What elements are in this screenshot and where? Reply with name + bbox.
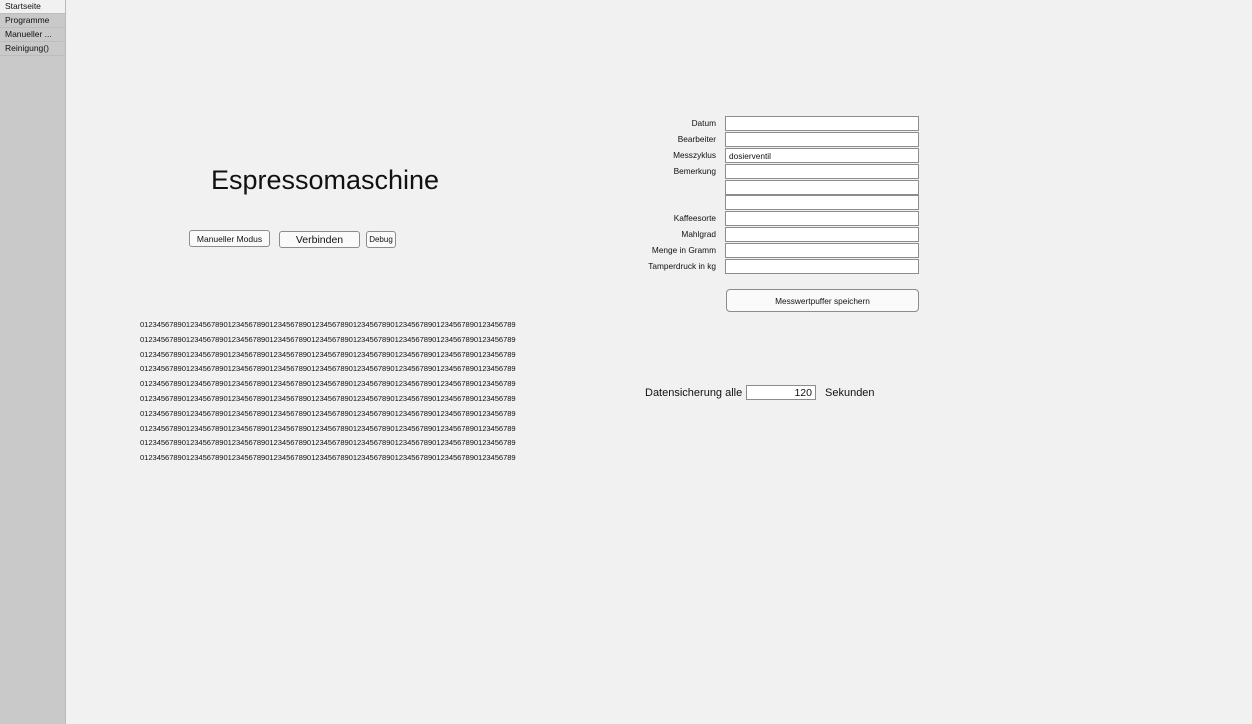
bemerkung-field-2[interactable] bbox=[725, 180, 919, 195]
datensicherung-unit: Sekunden bbox=[825, 387, 875, 399]
sidebar-item-manueller[interactable]: Manueller ... bbox=[0, 28, 65, 42]
connect-button[interactable]: Verbinden bbox=[279, 231, 360, 248]
datensicherung-label: Datensicherung alle bbox=[645, 387, 743, 399]
messzyklus-label: Messzyklus bbox=[673, 150, 716, 160]
bearbeiter-field[interactable] bbox=[725, 132, 919, 147]
digit-line: 012345678901234567890123456789012345678901234567890123456789012345678901234567890123456789 bbox=[140, 453, 516, 463]
menge-field[interactable] bbox=[725, 243, 919, 258]
digit-line: 012345678901234567890123456789012345678901234567890123456789012345678901234567890123456789 bbox=[140, 408, 516, 418]
digit-line: 012345678901234567890123456789012345678901234567890123456789012345678901234567890123456789 bbox=[140, 438, 516, 448]
mahlgrad-label: Mahlgrad bbox=[681, 229, 716, 239]
digit-line: 012345678901234567890123456789012345678901234567890123456789012345678901234567890123456789 bbox=[140, 364, 516, 374]
save-buffer-button[interactable]: Messwertpuffer speichern bbox=[726, 289, 919, 312]
bemerkung-label: Bemerkung bbox=[673, 166, 716, 176]
datum-field[interactable] bbox=[725, 116, 919, 131]
mahlgrad-field[interactable] bbox=[725, 227, 919, 242]
messzyklus-field[interactable] bbox=[725, 148, 919, 163]
sidebar-item-reinigung[interactable]: Reinigung() bbox=[0, 42, 65, 56]
digit-line: 012345678901234567890123456789012345678901234567890123456789012345678901234567890123456789 bbox=[140, 320, 516, 329]
sidebar-item-programme[interactable]: Programme bbox=[0, 14, 65, 28]
tamperdruck-label: Tamperdruck in kg bbox=[648, 261, 716, 271]
sidebar bbox=[0, 0, 66, 724]
debug-button[interactable]: Debug bbox=[366, 231, 396, 248]
tamperdruck-field[interactable] bbox=[725, 259, 919, 274]
menge-label: Menge in Gramm bbox=[651, 245, 716, 255]
kaffeesorte-field[interactable] bbox=[725, 211, 919, 226]
sidebar-item-startseite[interactable]: Startseite bbox=[0, 0, 65, 14]
digit-line: 012345678901234567890123456789012345678901234567890123456789012345678901234567890123456789 bbox=[140, 349, 516, 359]
datensicherung-interval-field[interactable] bbox=[746, 385, 816, 400]
digit-line: 012345678901234567890123456789012345678901234567890123456789012345678901234567890123456789 bbox=[140, 379, 516, 389]
bemerkung-field-3[interactable] bbox=[725, 195, 919, 210]
manual-mode-button[interactable]: Manueller Modus bbox=[189, 230, 270, 247]
datum-label: Datum bbox=[691, 118, 716, 128]
digit-line: 012345678901234567890123456789012345678901234567890123456789012345678901234567890123456789 bbox=[140, 334, 516, 344]
digit-line: 012345678901234567890123456789012345678901234567890123456789012345678901234567890123456789 bbox=[140, 393, 516, 403]
digit-line: 012345678901234567890123456789012345678901234567890123456789012345678901234567890123456789 bbox=[140, 423, 516, 433]
bemerkung-field-1[interactable] bbox=[725, 164, 919, 179]
digit-lines bbox=[140, 318, 516, 466]
bearbeiter-label: Bearbeiter bbox=[677, 134, 716, 144]
kaffeesorte-label: Kaffeesorte bbox=[673, 213, 716, 223]
page-title: Espressomaschine bbox=[210, 165, 440, 195]
